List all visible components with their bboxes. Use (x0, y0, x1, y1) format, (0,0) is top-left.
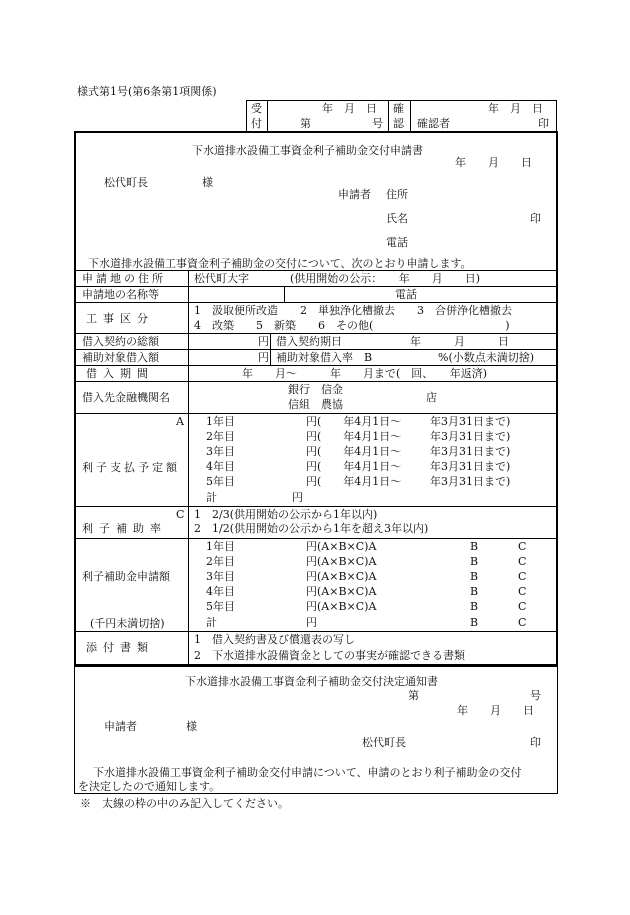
interest-period-3: 円( 年4月1日～ (306, 445, 402, 458)
attachments-label: 添付書類 (86, 641, 154, 654)
addressee-sama: 様 (202, 176, 213, 189)
apply-formula-4: 円(A×B×C)A (306, 585, 377, 598)
interest-period-5: 円( 年4月1日～ (306, 475, 402, 488)
location-value: 松代町大字 (194, 272, 249, 285)
receipt-uke: 受 (251, 102, 262, 115)
applicant-seal: 印 (530, 212, 541, 225)
apply-b-5: B (470, 600, 479, 613)
confirm-checker-label: 確認者 (417, 117, 450, 130)
receipt-dai: 第 (300, 117, 311, 130)
apply-formula-2: 円(A×B×C)A (306, 555, 377, 568)
apply-c-2: C (518, 555, 527, 568)
loan-period-label: 借入期間 (86, 367, 154, 380)
bank-types-line1: 銀行 信金 (288, 383, 343, 396)
notice-issuer: 松代町長 (362, 736, 406, 749)
interest-period-2: 円( 年4月1日～ (306, 430, 402, 443)
bank-branch: 店 (426, 391, 437, 404)
notice-body-line1: 下水道排水設備工事資金利子補助金交付申請について、申請のとおり利子補助金の交付 (93, 766, 522, 779)
apply-year-2: 2年目 (206, 555, 235, 568)
application-intro: 下水道排水設備工事資金利子補助金の交付について、次のとおり申請します。 (88, 257, 472, 270)
receipt-go: 号 (372, 117, 383, 130)
bank-name-label: 借入先金融機関名 (82, 391, 170, 404)
apply-c-3: C (518, 570, 527, 583)
loan-date-value: 年 月 日 (410, 335, 509, 348)
form-number-label: 様式第1号(第6条第1項関係) (77, 85, 217, 98)
loan-total-label: 借入契約の総額 (82, 335, 159, 348)
confirm-date: 年 月 日 (488, 102, 543, 115)
apply-year-5: 5年目 (206, 600, 235, 613)
notice-applicant: 申請者 (104, 720, 137, 733)
work-options-line2: 4 改築 5 新築 6 その他( ) (194, 319, 510, 332)
notice-dai: 第 (408, 689, 419, 702)
notice-seal: 印 (530, 736, 541, 749)
interest-end-3: 年3月31日まで) (430, 445, 511, 458)
apply-year-3: 3年目 (206, 570, 235, 583)
loan-period-value: 年 月～ 年 月まで( 回、 年返済) (242, 367, 488, 380)
interest-end-1: 年3月31日まで) (430, 415, 511, 428)
subsidy-rate-label: 利子補助率 (82, 522, 167, 535)
addressee: 松代町長 (104, 176, 148, 189)
apply-total-label: 計 (206, 616, 217, 629)
subsidy-rate-mark-c: C (176, 508, 185, 521)
phone-label: 電話 (386, 236, 408, 249)
address-label: 住所 (386, 188, 408, 201)
interest-total-yen: 円 (292, 491, 303, 504)
interest-year-3: 3年目 (206, 445, 235, 458)
notice-date: 年 月 日 (457, 704, 534, 717)
notice-applicant-sama: 様 (186, 720, 197, 733)
interest-year-2: 2年目 (206, 430, 235, 443)
apply-b-3: B (470, 570, 479, 583)
subsidy-apply-label: 利子補助金申請額 (82, 570, 170, 583)
interest-mark-a: A (176, 415, 184, 428)
interest-total-label: 計 (206, 491, 217, 504)
apply-formula-1: 円(A×B×C)A (306, 540, 377, 553)
subsidy-apply-sublabel: (千円未満切捨) (90, 617, 165, 630)
site-name-label: 申請地の名称等 (82, 288, 159, 301)
confirm-nin: 認 (393, 117, 404, 130)
loan-total-yen: 円 (258, 335, 269, 348)
receipt-date: 年 月 日 (322, 102, 377, 115)
apply-total-b: B (470, 616, 479, 629)
notice-body-line2: を決定したので通知します。 (78, 780, 221, 793)
apply-total-yen: 円 (306, 616, 317, 629)
apply-c-4: C (518, 585, 527, 598)
interest-period-1: 円( 年4月1日～ (306, 415, 402, 428)
footnote: ※ 太線の枠の中のみ記入してください。 (80, 797, 289, 810)
notice-title: 下水道排水設備工事資金利子補助金交付決定通知書 (185, 675, 438, 688)
subsidy-rate-option-1: 1 2/3(供用開始の公示から1年以内) (194, 508, 378, 521)
interest-year-4: 4年目 (206, 460, 235, 473)
apply-year-4: 4年目 (206, 585, 235, 598)
apply-year-1: 1年目 (206, 540, 235, 553)
interest-schedule-label: 利子支払予定額 (82, 461, 180, 474)
target-loan-yen: 円 (258, 351, 269, 364)
apply-b-1: B (470, 540, 479, 553)
work-category-label: 工事区分 (86, 312, 154, 325)
interest-end-5: 年3月31日まで) (430, 475, 511, 488)
application-date: 年 月 日 (455, 156, 532, 169)
interest-year-5: 5年目 (206, 475, 235, 488)
apply-total-c: C (518, 616, 527, 629)
notice-go: 号 (530, 689, 541, 702)
location-notice-date: (供用開始の公示： 年 月 日) (290, 272, 481, 285)
attachment-item-1: 1 借入契約書及び償還表の写し (194, 633, 355, 646)
application-title: 下水道排水設備工事資金利子補助金交付申請書 (192, 144, 423, 157)
confirm-seal: 印 (538, 117, 549, 130)
apply-b-4: B (470, 585, 479, 598)
target-loan-label: 補助対象借入額 (82, 351, 159, 364)
name-label: 氏名 (386, 212, 408, 225)
apply-formula-3: 円(A×B×C)A (306, 570, 377, 583)
work-options-line1: 1 汲取便所改造 2 単独浄化槽撤去 3 合併浄化槽撤去 (194, 304, 512, 317)
target-rate-label: 補助対象借入率 B (276, 351, 373, 364)
apply-c-1: C (518, 540, 527, 553)
receipt-tsuke: 付 (251, 117, 262, 130)
apply-formula-5: 円(A×B×C)A (306, 600, 377, 613)
interest-end-2: 年3月31日まで) (430, 430, 511, 443)
target-rate-unit: %(小数点未満切捨) (438, 351, 535, 364)
apply-c-5: C (518, 600, 527, 613)
interest-period-4: 円( 年4月1日～ (306, 460, 402, 473)
confirm-kaku: 確 (393, 102, 404, 115)
subsidy-rate-option-2: 2 1/2(供用開始の公示から1年を超え3年以内) (194, 522, 429, 535)
applicant-label: 申請者 (338, 188, 371, 201)
location-label: 申請地の住所 (82, 272, 166, 285)
bank-types-line2: 信組 農協 (288, 398, 343, 411)
interest-year-1: 1年目 (206, 415, 235, 428)
apply-b-2: B (470, 555, 479, 568)
interest-end-4: 年3月31日まで) (430, 460, 511, 473)
attachment-item-2: 2 下水道排水設備資金としての事実が確認できる書類 (194, 649, 465, 662)
loan-date-label: 借入契約期日 (276, 335, 342, 348)
site-phone-label: 電話 (395, 288, 417, 301)
